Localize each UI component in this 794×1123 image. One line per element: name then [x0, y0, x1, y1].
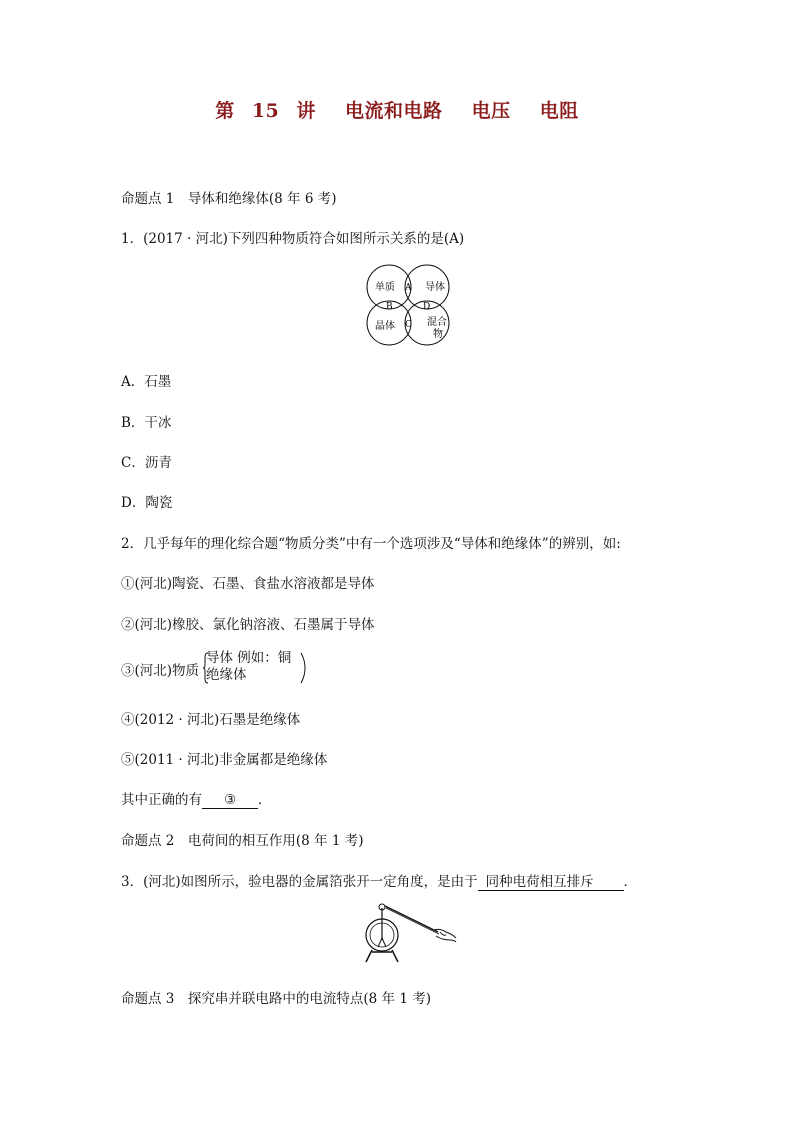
question-3-answer-suffix: ．: [623, 874, 638, 890]
answer-prefix: 其中正确的有: [121, 792, 202, 808]
question-2-answer-line: [121, 788, 272, 809]
right-paren-icon: [300, 652, 306, 684]
venn-region-d: D: [423, 302, 431, 312]
question-2-item-1: ①(河北)陶瓷、石墨、食盐水溶液都是导体: [121, 576, 375, 592]
question-3-stem: 3．(河北)如图所示，验电器的金属箔张开一定角度，是由于: [121, 874, 478, 890]
venn-region-a: A: [405, 283, 412, 293]
question-2-stem: 2．几乎每年的理化综合题“物质分类”中有一个选项涉及“导体和绝缘体”的辨别，如:: [121, 536, 621, 552]
title-lecture: 第 15 讲: [215, 100, 316, 122]
answer-suffix: ．: [258, 792, 272, 808]
answer-blank: ③: [202, 792, 258, 809]
title-topic-current: 电流和电路: [345, 100, 443, 122]
title-topic-resistance: 电阻: [539, 100, 579, 122]
venn-region-b: B: [386, 302, 393, 312]
question-1-option-c: C．沥青: [121, 455, 172, 471]
topic-1-heading: 命题点 1 导体和绝缘体(8 年 6 考): [121, 191, 337, 207]
electroscope-diagram: [360, 900, 460, 970]
title-topic-voltage: 电压: [471, 100, 511, 122]
question-2-item-4: ④(2012 · 河北)石墨是绝缘体: [121, 712, 301, 728]
question-2-item-2: ②(河北)橡胶、氯化钠溶液、石墨属于导体: [121, 617, 375, 633]
question-2-item-5: ⑤(2011 · 河北)非金属都是绝缘体: [121, 752, 328, 768]
classification-insulator: 绝缘体: [206, 667, 247, 683]
venn-label-elemental: 单质: [375, 282, 395, 293]
question-3-answer-blank: 同种电荷相互排斥: [478, 874, 624, 891]
venn-region-c: C: [405, 320, 412, 330]
venn-label-mixture-2: 物: [433, 329, 443, 340]
question-1-option-b: B．干冰: [121, 415, 172, 431]
charged-rod-icon: [385, 906, 438, 932]
question-2-item-3-classification: [206, 650, 291, 684]
classification-conductor: 导体 例如：铜: [206, 650, 292, 666]
question-1-stem: 1．(2017 · 河北)下列四种物质符合如图所示关系的是(A): [121, 231, 465, 247]
venn-label-conductor: 导体: [425, 282, 445, 293]
question-1-option-d: D．陶瓷: [121, 495, 173, 511]
question-2-item-3-prefix: ③(河北)物质: [121, 663, 200, 679]
question-1-option-a: A．石墨: [121, 374, 172, 390]
venn-label-mixture-1: 混合: [427, 317, 447, 328]
venn-diagram: [364, 263, 458, 347]
venn-label-crystal: 晶体: [375, 321, 395, 332]
question-3-stem-line: [121, 870, 637, 891]
topic-3-heading: 命题点 3 探究串并联电路中的电流特点(8 年 1 考): [121, 991, 431, 1007]
topic-2-heading: 命题点 2 电荷间的相互作用(8 年 1 考): [121, 833, 364, 849]
page-title: [0, 96, 794, 123]
